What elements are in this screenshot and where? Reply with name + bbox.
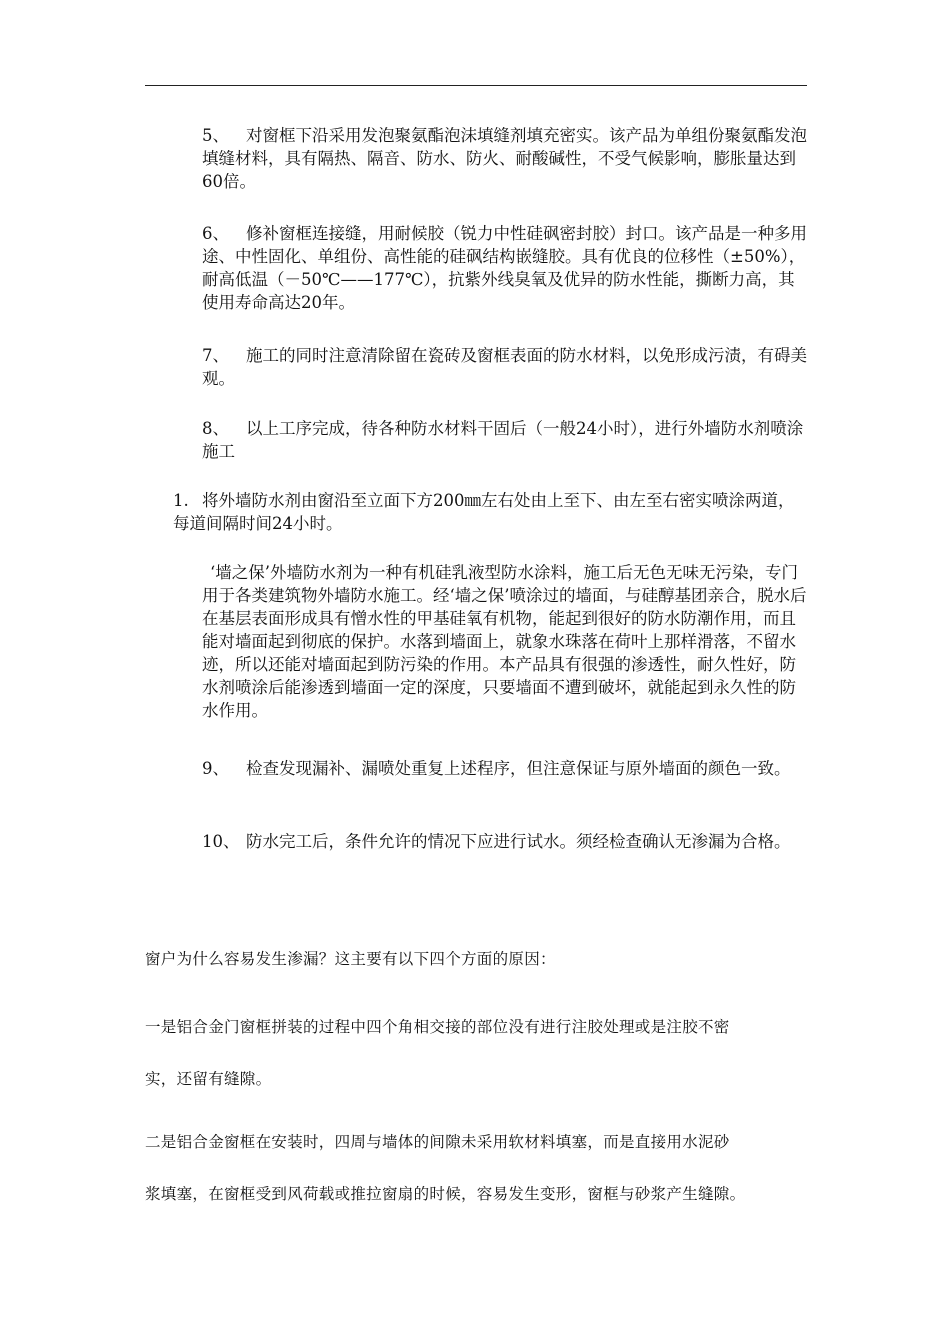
step-6 [202, 222, 808, 314]
reason-2-line-2: 浆填塞，在窗框受到风荷载或推拉窗扇的时候，容易发生变形，窗框与砂浆产生缝隙。 [145, 1185, 746, 1203]
step-9 [202, 757, 808, 780]
step-text: 修补窗框连接缝，用耐候胶（锐力中性硅砜密封胶）封口。该产品是一种多用途、中性固化、单组份、高性能的硅砜结构嵌缝胶。具有优良的位移性（±50%），耐高低温（－50℃——177℃），抗紫外线臭氧及优异的防水性能，撕断力高，其使用寿命高达20年。 [202, 224, 807, 312]
reason-1-line-1: 一是铝合金门窗框拼装的过程中四个角相交接的部位没有进行注胶处理或是注胶不密 [145, 1018, 730, 1036]
step-7 [202, 344, 808, 390]
section-question: 窗户为什么容易发生渗漏？这主要有以下四个方面的原因： [145, 950, 556, 968]
step-5 [202, 124, 808, 193]
step-text: 以上工序完成，待各种防水材料干固后（一般24小时），进行外墙防水剂喷涂施工 [202, 419, 804, 461]
step-number: 9、 [202, 759, 229, 778]
step-text: 防水完工后，条件允许的情况下应进行试水。须经检查确认无渗漏为合格。 [246, 832, 791, 851]
step-8 [202, 417, 808, 463]
reason-1-line-2: 实，还留有缝隙。 [145, 1070, 272, 1088]
list-number: 1. [173, 491, 189, 510]
header-rule [145, 85, 807, 86]
step-number: 7、 [202, 346, 229, 365]
step-number: 10、 [202, 832, 240, 851]
step-number: 6、 [202, 224, 229, 243]
step-number: 8、 [202, 419, 229, 438]
step-number: 5、 [202, 126, 229, 145]
step-10 [202, 830, 808, 853]
product-description: ‘墙之保’外墙防水剂为一种有机硅乳液型防水涂料，施工后无色无味无污染，专门用于各类建筑物外墙防水施工。经‘墙之保’喷涂过的墙面，与硅醇基团亲合，脱水后在基层表面形成具有憎水性的甲基硅氧有机物，能起到很好的防水防潮作用，而且能对墙面起到彻底的保护。水落到墙面上，就象水珠落在荷叶上那样滑落，不留水迹，所以还能对墙面起到防污染的作用。本产品具有很强的渗透性，耐久性好，防水剂喷涂后能渗透到墙面一定的深度，只要墙面不遭到破坏，就能起到永久性的防水作用。 [202, 563, 807, 720]
reason-2-line-1: 二是铝合金窗框在安装时，四周与墙体的间隙未采用软材料填塞，而是直接用水泥砂 [145, 1133, 730, 1151]
list-item-text: 将外墙防水剂由窗沿至立面下方200㎜左右处由上至下、由左至右密实喷涂两道，每道间隔时间24小时。 [173, 491, 795, 533]
step-text: 施工的同时注意清除留在瓷砖及窗框表面的防水材料，以免形成污渍，有碍美观。 [202, 346, 807, 388]
numbered-list-item [173, 489, 809, 535]
step-text: 检查发现漏补、漏喷处重复上述程序，但注意保证与原外墙面的颜色一致。 [246, 759, 791, 778]
step-text: 对窗框下沿采用发泡聚氨酯泡沫填缝剂填充密实。该产品为单组份聚氨酯发泡填缝材料，具有隔热、隔音、防水、防火、耐酸碱性，不受气候影响，膨胀量达到60倍。 [202, 126, 807, 191]
